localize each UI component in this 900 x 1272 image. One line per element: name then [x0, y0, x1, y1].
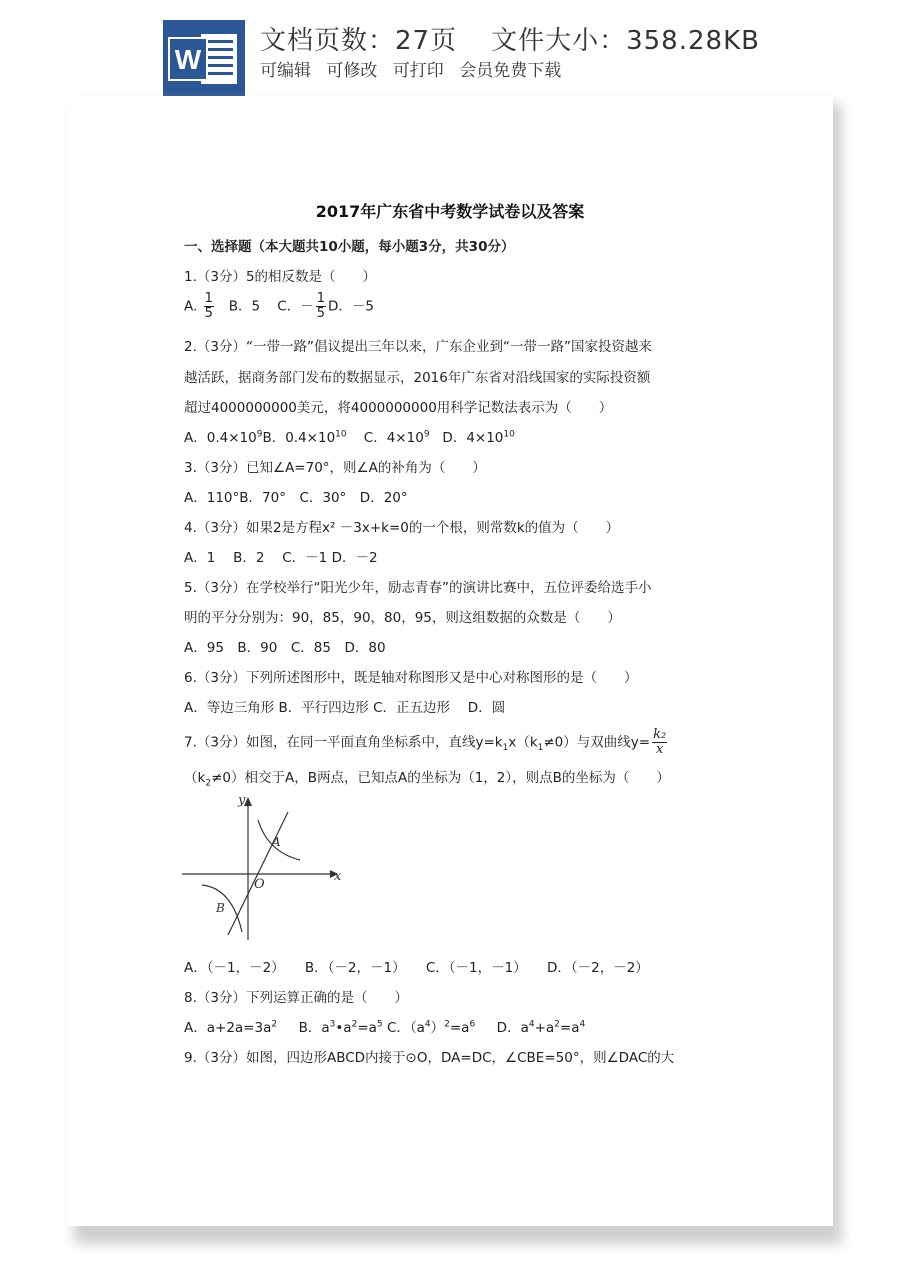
question-5-line-2: 明的平分分别为：90，85，90，80，95，则这组数据的众数是（ ） [184, 610, 621, 626]
word-document-icon [163, 20, 245, 96]
feature-list [260, 56, 571, 81]
fraction-k2-over-x: $\frac{\text{k₂}}{x}$ [653, 727, 667, 757]
question-2-options: A．$0.4\times 10^9B$．$0.4\times 10^{10}$ C．$4\times 10^9$ D．$4\times 10^{10}$ [184, 429, 515, 446]
section-heading: 一、选择题（本大题共10小题，每小题3分，共30分） [184, 239, 515, 255]
question-2-line-1: 2.（3分）“一带一路”倡议提出三年以来，广东企业到“一带一路”国家投资越来 [184, 339, 652, 355]
question-6-options: A．等边三角形 B．平行四边形 C．正五边形 D．圆 [184, 700, 506, 716]
y-axis-label: y [238, 793, 246, 808]
feature-printable: 可打印 [392, 61, 444, 81]
question-1: 1.（3分）5的相反数是（ ） [184, 269, 377, 285]
feature-modifiable: 可修改 [326, 61, 378, 81]
feature-editable: 可编辑 [260, 61, 311, 81]
fraction-one-fifth: $\frac{1}{5}$ [204, 291, 213, 321]
word-logo-letter: W [174, 44, 202, 75]
question-6: 6.（3分）下列所述图形中，既是轴对称图形又是中心对称图形的是（ ） [184, 670, 638, 686]
question-9: 9.（3分）如图，四边形ABCD内接于⊙O，DA=DC，∠CBE=50°，则∠DAC的大 [184, 1050, 675, 1066]
download-banner [0, 0, 900, 96]
question-5-options: A．95 B．90 C．85 D．80 [184, 640, 386, 656]
question-4: 4.（3分）如果2是方程x² －3x+k=0的一个根，则常数k的值为（ ） [184, 520, 620, 536]
question-4-options: A．1 B．2 C．－1 D．－2 [184, 550, 378, 566]
question-8-options: A．$a+2a=3a^2$ B．$a^3•a^2=a^5$ C．$(a^4)^2=a^6$ D．$a^4+a^2=a^4$ [184, 1019, 586, 1036]
question-2-line-3: 超过4000000000美元，将4000000000用科学记数法表示为（ ） [184, 400, 613, 416]
question-2-line-2: 越活跃，据商务部门发布的数据显示，2016年广东省对沿线国家的实际投资额 [184, 370, 651, 386]
coordinate-figure [180, 790, 345, 942]
question-3-options: A．110°B．70° C．30° D．20° [184, 490, 408, 506]
origin-label: O [254, 877, 265, 892]
file-info [260, 20, 760, 57]
question-7-options: A．（－1，－2） B．（－2，－1） C．（－1，－1） D．（－2，－2） [184, 960, 649, 976]
question-3: 3.（3分）已知∠A=70°，则∠A的补角为（ ） [184, 460, 486, 476]
document-title: 2017年广东省中考数学试卷以及答案 [315, 202, 585, 221]
question-5-line-1: 5.（3分）在学校举行“阳光少年，励志青春”的演讲比赛中，五位评委给选手小 [184, 580, 652, 596]
question-7-line-1: 7.（3分）如图，在同一平面直角坐标系中，直线$y=k_1x(k_1\ne 0)$与双曲线y= $\frac{\text{k₂}}{x}$ [184, 727, 667, 757]
point-b-label: B [216, 901, 225, 915]
question-7-line-2: $(k_2\ne 0)$相交于A，B两点，已知点A的坐标为（1，2），则点B的坐标为（ ） [184, 770, 670, 789]
question-1-options: A. $\frac{1}{5}$ B．5 C．－ $\frac{1}{5}$ D．－5 [184, 291, 374, 321]
feature-member-download: 会员免费下载 [459, 61, 562, 81]
file-size: 文件大小：358.28KB [491, 26, 760, 56]
question-8: 8.（3分）下列运算正确的是（ ） [184, 990, 408, 1006]
point-a-label: A [272, 835, 281, 849]
fraction-neg-one-fifth: $\frac{1}{5}$ [316, 291, 325, 321]
page-count: 文档页数：27页 [260, 26, 458, 56]
x-axis-label: x [334, 869, 342, 884]
